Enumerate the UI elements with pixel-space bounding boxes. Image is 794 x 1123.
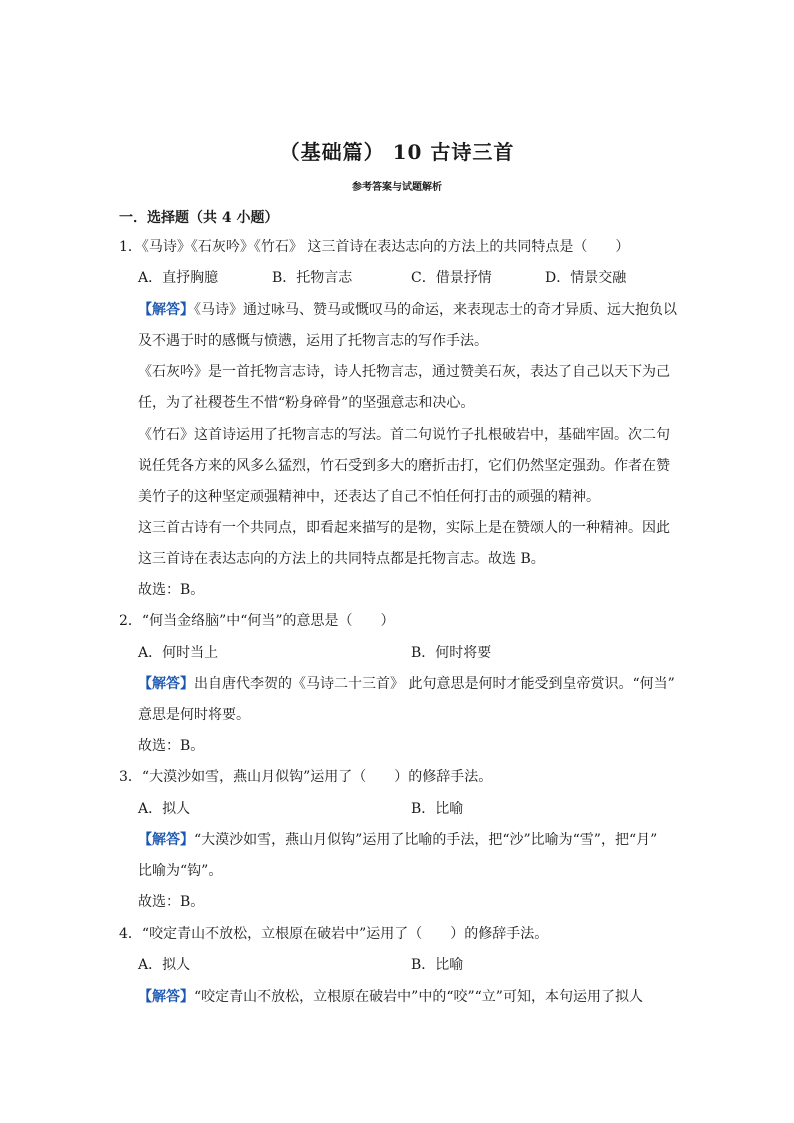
q2-option-b: B．何时将要: [411, 645, 492, 661]
q4-option-a: A．拟人: [138, 957, 191, 973]
q1-answer-line-8: 这三首古诗有一个共同点，即看起来描写的是物，实际上是在赞颂人的一种精神。因此: [138, 520, 670, 536]
q4-answer-line-1: 【解答】“咬定青山不放松，立根原在破岩中”中的“咬”“立”可知，本句运用了拟人: [138, 989, 643, 1005]
q1-answer-line-2: 及不遇于时的感慨与愤懑，运用了托物言志的写作手法。: [138, 333, 488, 349]
q1-option-d: D．情景交融: [545, 270, 627, 286]
q1-final: 故选：B。: [138, 582, 205, 598]
q2-option-a: A．何时当上: [138, 645, 219, 661]
answer-tag: 【解答】: [138, 302, 194, 318]
q1-answer-line-7: 美竹子的这种坚定顽强精神中，还表达了自己不怕任何打击的顽强的精神。: [138, 489, 600, 505]
page-title: （基础篇） 10 古诗三首: [279, 140, 515, 164]
section-heading: 一．选择题（共 4 小题）: [119, 210, 279, 226]
q1-answer-line-4: 任，为了社稷苍生不惜“粉身碎骨”的坚强意志和决心。: [138, 395, 475, 411]
q4-option-b: B．比喻: [411, 957, 464, 973]
q2-answer-line-1: 【解答】出自唐代李贺的《马诗二十三首》 此句意思是何时才能受到皇帝赏识。“何当”: [138, 676, 675, 692]
q3-answer-line-1: 【解答】“大漠沙如雪，燕山月似钩”运用了比喻的手法，把“沙”比喻为“雪”，把“月”: [138, 832, 658, 848]
q2-answer-line-2: 意思是何时将要。: [138, 707, 250, 723]
q3-final: 故选：B。: [138, 894, 205, 910]
q3-option-b: B．比喻: [411, 801, 464, 817]
q3-option-a: A．拟人: [138, 801, 191, 817]
answer-tag: 【解答】: [138, 989, 194, 1005]
q2-final: 故选：B。: [138, 738, 205, 754]
q3-answer-line-2: 比喻为“钩”。: [138, 863, 223, 879]
q1-option-c: C．借景抒情: [411, 270, 492, 286]
page-subtitle: 参考答案与试题解析: [352, 182, 442, 193]
q1-answer-line-3: 《石灰吟》是一首托物言志诗，诗人托物言志，通过赞美石灰，表达了自己以天下为己: [138, 364, 670, 380]
q1-answer-line-5: 《竹石》这首诗运用了托物言志的写法。首二句说竹子扎根破岩中，基础牢固。次二句: [138, 427, 670, 443]
q1-answer-line-9: 这三首诗在表达志向的方法上的共同特点都是托物言志。故选 B。: [138, 551, 545, 567]
answer-tag: 【解答】: [138, 832, 194, 848]
q1-option-b: B．托物言志: [272, 270, 353, 286]
question-2-stem: 2．“何当金络脑”中“何当”的意思是（ ）: [119, 613, 395, 629]
question-1-stem: 1．《马诗》《石灰吟》《竹石》 这三首诗在表达志向的方法上的共同特点是（ ）: [119, 239, 630, 255]
q1-answer-line-6: 说任凭各方来的风多么猛烈，竹石受到多大的磨折击打，它们仍然坚定强劲。作者在赞: [138, 458, 670, 474]
answer-tag: 【解答】: [138, 676, 194, 692]
question-3-stem: 3．“大漠沙如雪，燕山月似钩”运用了（ ）的修辞手法。: [119, 769, 493, 785]
question-4-stem: 4．“咬定青山不放松，立根原在破岩中”运用了（ ）的修辞手法。: [119, 926, 549, 942]
q1-option-a: A．直抒胸臆: [138, 270, 219, 286]
q1-answer-line-1: 【解答】《马诗》通过咏马、赞马或慨叹马的命运，来表现志士的奇才异质、远大抱负以: [138, 302, 677, 318]
